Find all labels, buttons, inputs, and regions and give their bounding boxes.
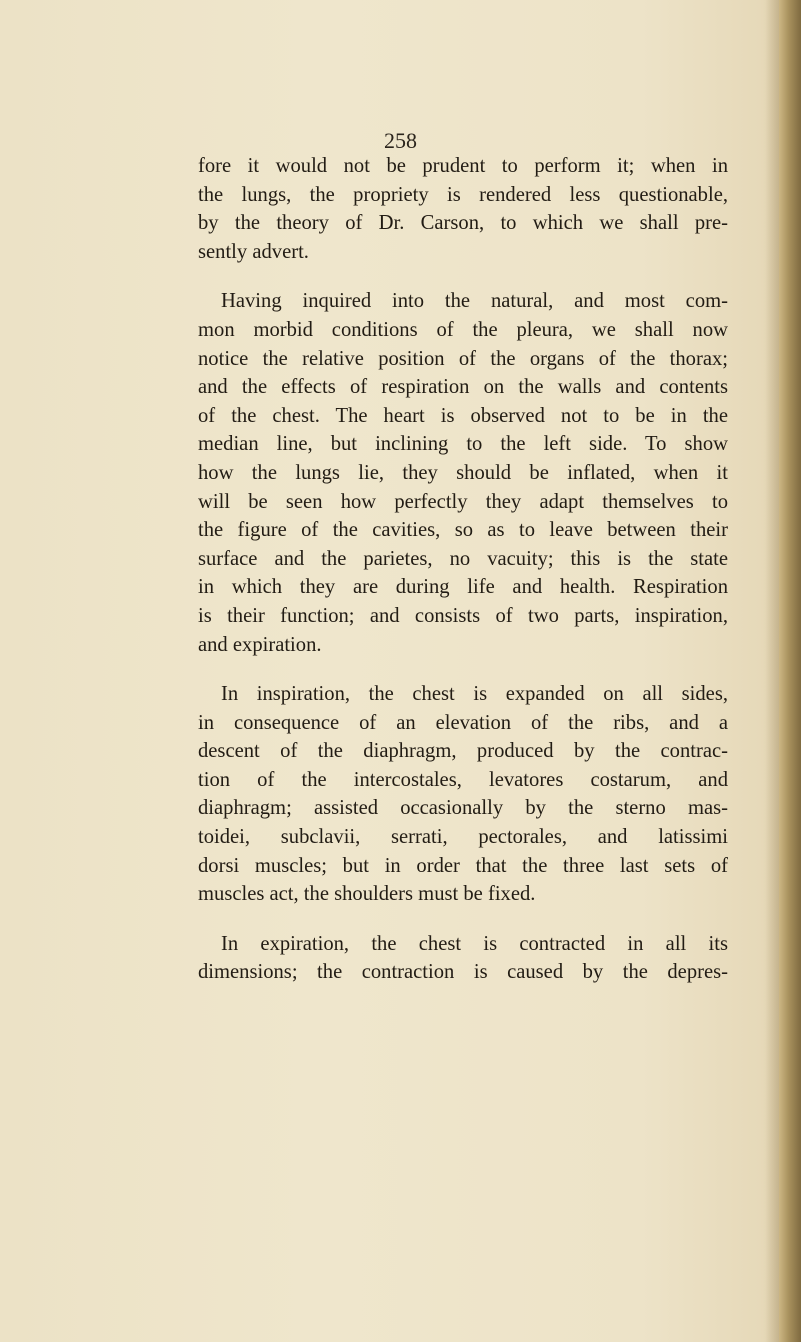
text-line: In inspiration, the chest is expanded on all sides, bbox=[221, 683, 728, 706]
text-line: and the effects of respiration on the walls and contents bbox=[198, 376, 728, 399]
text-line: muscles act, the shoulders must be fixed. bbox=[198, 883, 536, 906]
text-line: and expiration. bbox=[198, 633, 322, 656]
paragraph bbox=[198, 287, 728, 659]
paragraph-gap bbox=[198, 266, 728, 287]
text-line: of the chest. The heart is observed not to be in the bbox=[198, 404, 728, 427]
page-binding-edge bbox=[779, 0, 801, 1342]
paragraph-gap bbox=[198, 909, 728, 930]
text-line: median line, but inclining to the left side. To show bbox=[198, 433, 728, 456]
text-line: how the lungs lie, they should be inflated, when it bbox=[198, 461, 728, 484]
text-line: notice the relative position of the organs of the thorax; bbox=[198, 347, 728, 370]
text-line: in consequence of an elevation of the ribs, and a bbox=[198, 711, 728, 734]
text-line: the figure of the cavities, so as to leave between their bbox=[198, 519, 728, 542]
text-line: diaphragm; assisted occasionally by the sterno mas- bbox=[198, 797, 728, 820]
text-line: surface and the parietes, no vacuity; this is the state bbox=[198, 547, 728, 570]
text-line: descent of the diaphragm, produced by the contrac- bbox=[198, 740, 728, 763]
binding-shadow bbox=[765, 0, 779, 1342]
text-line: toidei, subclavii, serrati, pectorales, and latissimi bbox=[198, 826, 728, 849]
paragraph bbox=[198, 152, 728, 266]
text-line: dimensions; the contraction is caused by the depres- bbox=[198, 961, 728, 984]
paragraph bbox=[198, 680, 728, 909]
text-line: mon morbid conditions of the pleura, we shall now bbox=[198, 318, 728, 341]
page-number: 258 bbox=[384, 128, 417, 153]
text-line: sently advert. bbox=[198, 240, 309, 263]
text-line: is their function; and consists of two parts, inspiration, bbox=[198, 604, 728, 627]
text-line: will be seen how perfectly they adapt themselves to bbox=[198, 490, 728, 513]
text-line: dorsi muscles; but in order that the three last sets of bbox=[198, 854, 728, 877]
text-line: by the theory of Dr. Carson, to which we shall pre- bbox=[198, 212, 728, 235]
text-line: tion of the intercostales, levatores costarum, and bbox=[198, 768, 728, 791]
text-line: Having inquired into the natural, and most com- bbox=[221, 290, 728, 313]
text-line: In expiration, the chest is contracted in all its bbox=[221, 932, 728, 955]
text-line: in which they are during life and health. Respiration bbox=[198, 576, 728, 599]
paragraph-gap bbox=[198, 659, 728, 680]
body-text bbox=[198, 152, 728, 987]
text-line: fore it would not be prudent to perform it; when in bbox=[198, 155, 728, 177]
text-line: the lungs, the propriety is rendered less questionable, bbox=[198, 183, 728, 206]
paragraph bbox=[198, 930, 728, 987]
